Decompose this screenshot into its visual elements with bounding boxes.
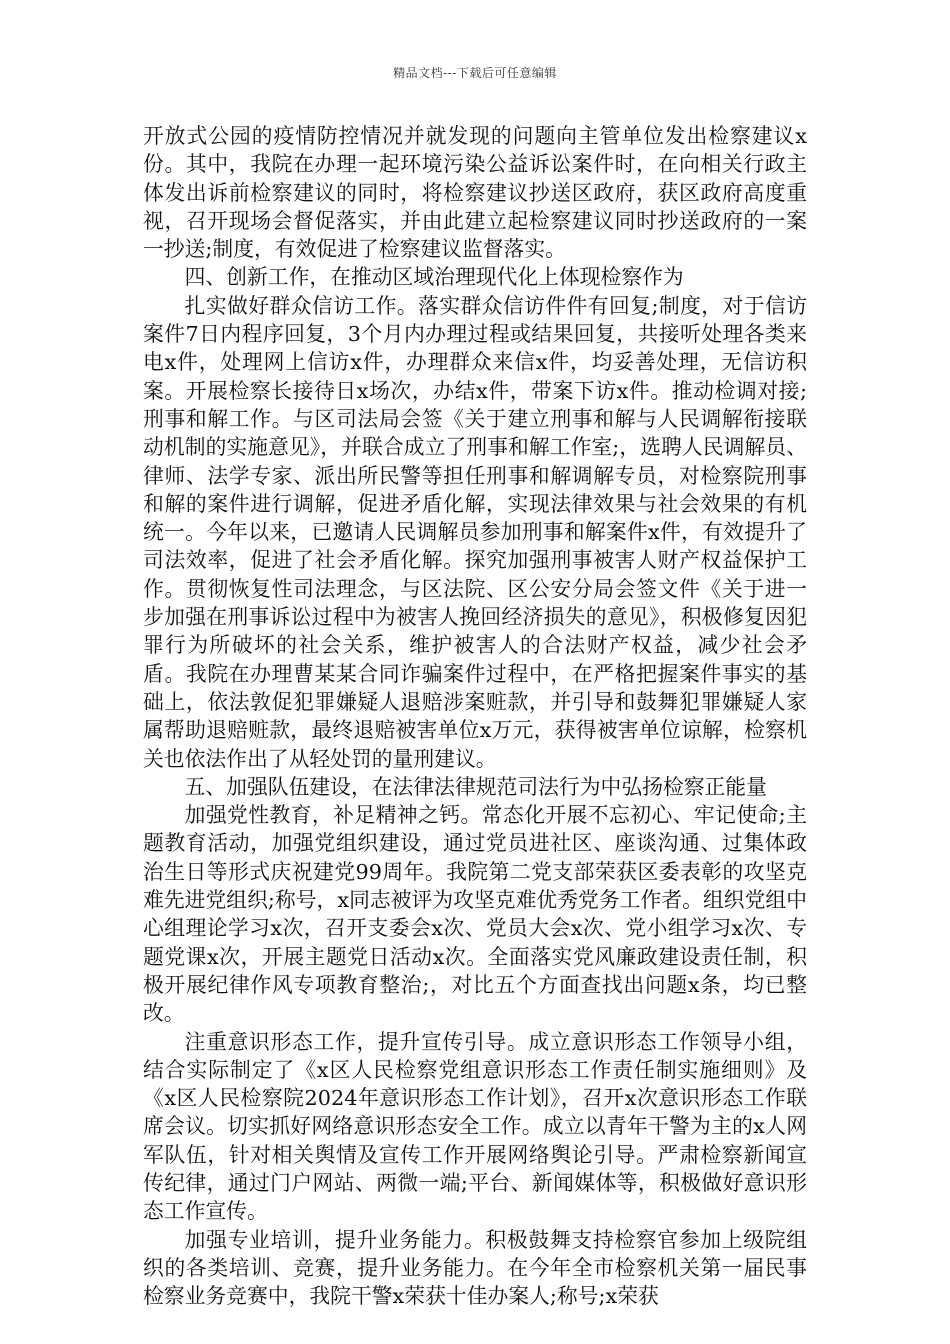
paragraph-party-education: 加强党性教育，补足精神之钙。常态化开展不忘初心、牢记使命;主题教育活动，加强党组织建设，通过党员进社区、座谈沟通、过集体政治生日等形式庆祝建党99周年。我院第二党支部荣获区委表彰的攻坚克难先进党组织;称号，x同志被评为攻坚克难优秀党务工作者。组织党组中心组理论学习x次，召开支委会x次、党员大会x次、党小组学习x次、专题党课x次，开展主题党日活动x次。全面落实党风廉政建设责任制，积极开展纪律作风专项教育整治;，对比五个方面查找出问题x条，均已整改。 (143, 803, 807, 1026)
paragraph-professional-training: 加强专业培训，提升业务能力。积极鼓舞支持检察官参加上级院组织的各类培训、竞赛，提升业务能力。在今年全市检察机关第一届民事检察业务竞赛中，我院干警x荣获十佳办案人;称号;x荣获 (143, 1227, 807, 1309)
document-body (143, 122, 807, 1310)
paragraph-petition-work: 扎实做好群众信访工作。落实群众信访件件有回复;制度，对于信访案件7日内程序回复，3个月内办理过程或结果回复，共接听处理各类来电x件，处理网上信访x件，办理群众来信x件，均妥善处理，无信访积案。开展检察长接待日x场次，办结x件，带案下访x件。推动检调对接;刑事和解工作。与区司法局会签《关于建立刑事和解与人民调解衔接联动机制的实施意见》，并联合成立了刑事和解工作室;，选聘人民调解员、律师、法学专家、派出所民警等担任刑事和解调解专员，对检察院刑事和解的案件进行调解，促进矛盾化解，实现法律效果与社会效果的有机统一。今年以来，已邀请人民调解员参加刑事和解案件x件，有效提升了司法效率，促进了社会矛盾化解。探究加强刑事被害人财产权益保护工作。贯彻恢复性司法理念，与区法院、区公安分局会签文件《关于进一步加强在刑事诉讼过程中为被害人挽回经济损失的意见》，积极修复因犯罪行为所破坏的社会关系，维护被害人的合法财产权益，减少社会矛盾。我院在办理曹某某合同诈骗案件过程中，在严格把握案件事实的基础上，依法敦促犯罪嫌疑人退赔涉案赃款，并引导和鼓舞犯罪嫌疑人家属帮助退赔赃款，最终退赔被害单位x万元，获得被害单位谅解，检察机关也依法作出了从轻处罚的量刑建议。 (143, 293, 807, 771)
paragraph-ideology-work: 注重意识形态工作，提升宣传引导。成立意识形态工作领导小组，结合实际制定了《x区人民检察党组意识形态工作责任制实施细则》及《x区人民检察院2024年意识形态工作计划》，召开x次意识形态工作联席会议。切实抓好网络意识形态安全工作。成立以青年干警为主的x人网军队伍，针对相关舆情及宣传工作开展网络舆论引导。严肃检察新闻宣传纪律，通过门户网站、两微一端;平台、新闻媒体等，积极做好意识形态工作宣传。 (143, 1029, 807, 1224)
page-header-watermark: 精品文档---下载后可任意编辑 (393, 66, 557, 80)
section-heading-four: 四、创新工作，在推动区域治理现代化上体现检察作为 (184, 265, 684, 290)
paragraph-continuation: 开放式公园的疫情防控情况并就发现的问题向主管单位发出检察建议x份。其中，我院在办理一起环境污染公益诉讼案件时，在向相关行政主体发出诉前检察建议的同时，将检察建议抄送区政府，获区政府高度重视，召开现场会督促落实，并由此建立起检察建议同时抄送政府的一案一抄送;制度，有效促进了检察建议监督落实。 (143, 124, 807, 262)
section-heading-five: 五、加强队伍建设，在法律法律规范司法行为中弘扬检察正能量 (184, 774, 767, 799)
